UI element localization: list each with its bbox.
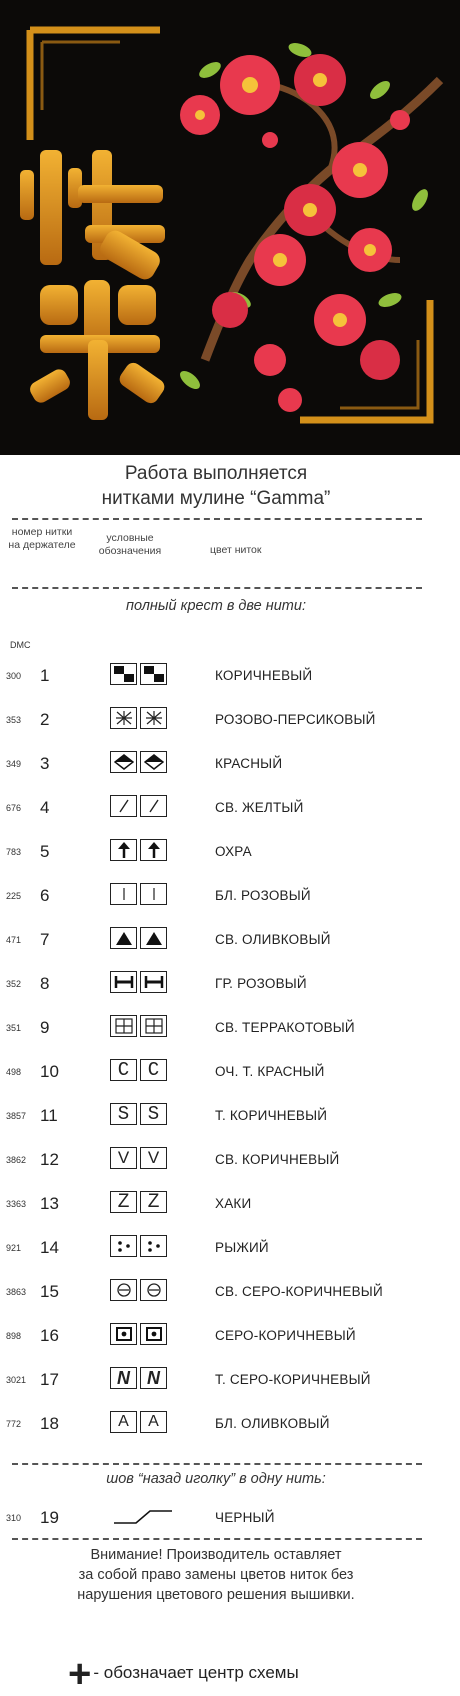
thread-color-name: Т. СЕРО-КОРИЧНЕВЫЙ	[215, 1372, 371, 1387]
dmc-code: 3862	[6, 1155, 27, 1165]
letter-s-icon: S S	[110, 1103, 168, 1125]
thread-row	[0, 1058, 460, 1088]
thread-number: 19	[40, 1508, 59, 1527]
thread-row	[0, 750, 460, 780]
thread-number: 14	[40, 1238, 59, 1257]
notice-line-2: за собой право замены цветов ниток без	[78, 1567, 354, 1583]
dmc-label: DMC	[10, 640, 31, 650]
thread-row	[0, 1322, 460, 1352]
thread-row	[0, 1190, 460, 1220]
thread-number: 15	[40, 1282, 59, 1301]
header-number: номер нитки на держателе	[8, 526, 76, 551]
letter-z-icon: Z Z	[110, 1191, 168, 1213]
embroidery-photo	[0, 0, 460, 455]
dmc-code: 351	[6, 1023, 22, 1033]
thread-row	[0, 1102, 460, 1132]
thread-row	[0, 706, 460, 736]
center-mark-legend	[68, 1643, 299, 1696]
dmc-code: 300	[6, 671, 22, 681]
thread-number: 3	[40, 754, 50, 773]
thread-number: 10	[40, 1062, 59, 1081]
dmc-code: 783	[6, 847, 22, 857]
thread-row	[0, 1234, 460, 1264]
divider	[12, 1463, 422, 1465]
thread-row	[0, 1146, 460, 1176]
thread-row	[0, 926, 460, 956]
backstitch-row	[0, 1504, 460, 1534]
thread-number: 16	[40, 1326, 59, 1345]
dmc-code: 772	[6, 1419, 22, 1429]
thread-color-name: ГР. РОЗОВЫЙ	[215, 976, 307, 991]
dmc-code: 921	[6, 1243, 22, 1253]
letter-a-icon: A A	[110, 1411, 168, 1433]
thread-number: 9	[40, 1018, 50, 1037]
thread-number: 11	[40, 1106, 58, 1125]
section-full-cross: полный крест в две нити:	[126, 598, 306, 614]
plus-icon: +	[68, 1652, 92, 1696]
dmc-code: 471	[6, 935, 22, 945]
dots-icon	[110, 1235, 168, 1257]
divider	[12, 587, 422, 589]
title-line-2: нитками мулине “Gamma”	[101, 488, 331, 509]
thread-row	[0, 794, 460, 824]
thread-row	[0, 1014, 460, 1044]
thread-color-name: КРАСНЫЙ	[215, 756, 283, 771]
dmc-code: 310	[6, 1513, 22, 1523]
dmc-code: 352	[6, 979, 22, 989]
dmc-code: 349	[6, 759, 22, 769]
divider	[12, 518, 422, 520]
center-mark-text: - обозначает центр схемы	[93, 1663, 299, 1682]
notice-line-3: нарушения цветового решения вышивки.	[77, 1587, 355, 1603]
thread-row	[0, 838, 460, 868]
thread-row	[0, 882, 460, 912]
thread-row	[0, 1278, 460, 1308]
header-symbol: условные обозначения	[98, 532, 162, 557]
thread-row	[0, 1366, 460, 1396]
diamond-half-icon	[110, 751, 168, 773]
thread-color-name: СВ. КОРИЧНЕВЫЙ	[215, 1152, 340, 1167]
dmc-code: 3363	[6, 1199, 27, 1209]
dmc-code: 3863	[6, 1287, 27, 1297]
thread-row	[0, 662, 460, 692]
thread-row	[0, 1410, 460, 1440]
dmc-code: 353	[6, 715, 22, 725]
thread-color-name: РЫЖИЙ	[215, 1240, 269, 1255]
thread-color-name: СЕРО-КОРИЧНЕВЫЙ	[215, 1328, 356, 1343]
letter-v-icon: V V	[110, 1147, 168, 1169]
dmc-code: 3857	[6, 1111, 27, 1121]
thread-number: 1	[40, 666, 50, 685]
thread-number: 13	[40, 1194, 59, 1213]
thread-number: 7	[40, 930, 50, 949]
thread-color-name: СВ. ОЛИВКОВЫЙ	[215, 932, 331, 947]
thread-color-name: БЛ. ОЛИВКОВЫЙ	[215, 1416, 330, 1431]
thread-color-name: Т. КОРИЧНЕВЫЙ	[215, 1108, 328, 1123]
divider	[12, 1538, 422, 1540]
letter-n-icon: N N	[110, 1367, 168, 1389]
thread-number: 6	[40, 886, 50, 905]
thread-number: 12	[40, 1150, 59, 1169]
grid-plus-icon	[110, 1015, 168, 1037]
asterisk-x-icon	[110, 707, 168, 729]
thread-color-name: ОЧ. Т. КРАСНЫЙ	[215, 1064, 325, 1079]
thread-color-name: ХАКИ	[215, 1196, 252, 1211]
dmc-code: 676	[6, 803, 22, 813]
letter-c-icon: C C	[110, 1059, 168, 1081]
slash-icon	[110, 795, 168, 817]
thread-color-name: СВ. ТЕРРАКОТОВЫЙ	[215, 1020, 355, 1035]
vertical-bar-icon	[110, 883, 168, 905]
thread-color-name: СВ. ЖЕЛТЫЙ	[215, 800, 304, 815]
square-dot-icon	[110, 1323, 168, 1345]
checker-icon	[110, 663, 168, 685]
thread-row	[0, 970, 460, 1000]
title-line-1: Работа выполняется	[124, 463, 308, 484]
thread-number: 17	[40, 1370, 59, 1389]
up-arrow-icon	[110, 839, 168, 861]
dmc-code: 225	[6, 891, 22, 901]
h-bar-icon	[110, 971, 168, 993]
circle-minus-icon	[110, 1279, 168, 1301]
thread-number: 18	[40, 1414, 59, 1433]
thread-color-name: РОЗОВО-ПЕРСИКОВЫЙ	[215, 712, 376, 727]
notice-line-1: Внимание! Производитель оставляет	[90, 1547, 342, 1563]
section-backstitch: шов “назад иголку” в одну нить:	[106, 1471, 326, 1487]
thread-number: 4	[40, 798, 50, 817]
thread-number: 2	[40, 710, 50, 729]
dmc-code: 898	[6, 1331, 22, 1341]
backstitch-line-icon	[110, 1505, 174, 1527]
thread-color-name: ОХРА	[215, 844, 252, 859]
dmc-code: 3021	[6, 1375, 27, 1385]
triangle-icon	[110, 927, 168, 949]
thread-number: 5	[40, 842, 50, 861]
header-color: цвет ниток	[210, 544, 262, 556]
embroidery-image	[0, 0, 460, 455]
dmc-code: 498	[6, 1067, 22, 1077]
thread-color-name: БЛ. РОЗОВЫЙ	[215, 888, 311, 903]
thread-color-name: СВ. СЕРО-КОРИЧНЕВЫЙ	[215, 1284, 383, 1299]
thread-color-name: ЧЕРНЫЙ	[215, 1510, 275, 1525]
thread-color-name: КОРИЧНЕВЫЙ	[215, 668, 313, 683]
thread-number: 8	[40, 974, 50, 993]
